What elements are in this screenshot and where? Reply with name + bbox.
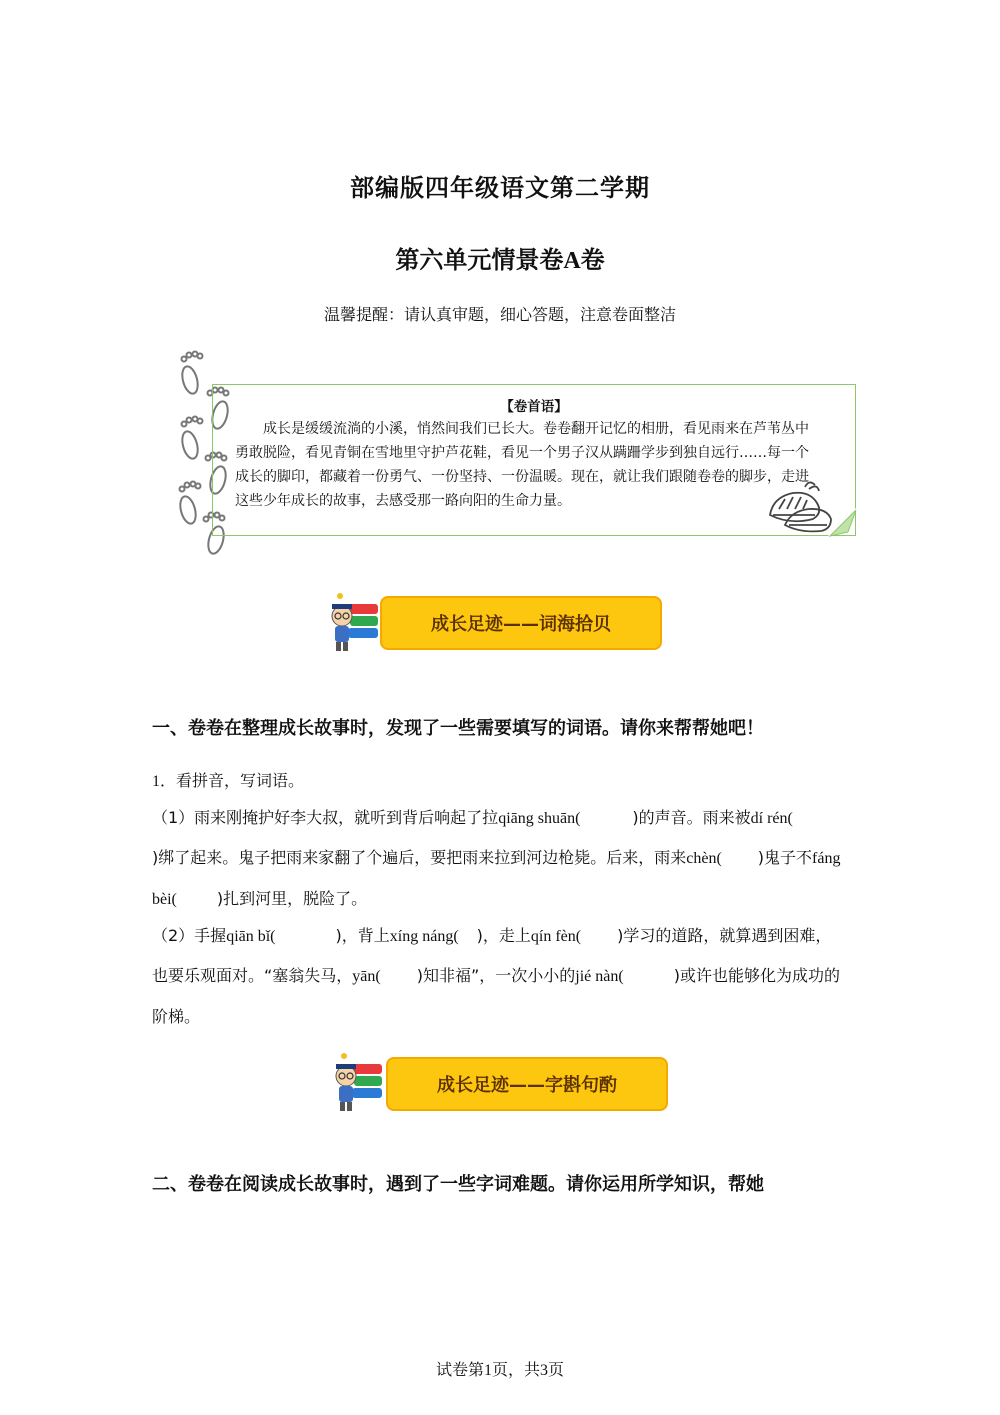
page-title: 部编版四年级语文第二学期 <box>350 174 650 202</box>
question-1: 1．看拼音，写词语。 <box>152 771 305 790</box>
reminder-text: 温馨提醒：请认真审题，细心答题，注意卷面整洁 <box>323 305 676 324</box>
foreword-title: 【卷首语】 <box>500 399 568 415</box>
mascot-icon <box>330 1050 386 1114</box>
mascot-icon <box>326 590 382 654</box>
page-footer: 试卷第1页，共3页 <box>435 1360 565 1379</box>
foreword-box <box>212 384 856 536</box>
section-1-heading: 一、卷卷在整理成长故事时，发现了一些需要填写的词语。请你来帮帮她吧！ <box>152 718 764 739</box>
foreword-text: 成长是缓缓流淌的小溪，悄然间我们已长大。卷卷翻开记忆的相册，看见雨来在芦苇丛中勇敢脱险，看见青铜在雪地里守护芦花鞋，看见一个男子汉从蹒跚学步到独自远行……每一个成长的脚印，都藏着一份勇气、一份坚持、一份温暖。现在，就让我们跟随卷卷的脚步，走进这些少年成长的故事，去感受那一路向阳的生命力量。 <box>235 421 809 509</box>
shoes-icon <box>765 475 835 535</box>
section-2-heading: 二、卷卷在阅读成长故事时，遇到了一些字词难题。请你运用所学知识，帮她 <box>152 1174 764 1195</box>
section-banner-1: 成长足迹——词海拾贝 <box>380 596 662 650</box>
section-banner-2: 成长足迹——字斟句酌 <box>386 1057 668 1111</box>
question-1-part-1: （1）雨来刚掩护好李大叔，就听到背后响起了拉qiāng shuān( )的声音。雨来被dí rén()绑了起来。鬼子把雨来家翻了个遍后，要把雨来拉到河边枪毙。后来，雨来chèn( )鬼子不fáng bèi( )扎到河里，脱险了。 <box>152 808 841 908</box>
question-1-part-2: （2）手握qiān bǐ( )，背上xíng náng( )，走上qín fèn( )学习的道路，就算遇到困难，也要乐观面对。“塞翁失马，yān( )知非福”，一次小小的jié nàn( )或许也能够化为成功的阶梯。 <box>152 926 840 1026</box>
page-subtitle: 第六单元情景卷A卷 <box>395 246 605 274</box>
